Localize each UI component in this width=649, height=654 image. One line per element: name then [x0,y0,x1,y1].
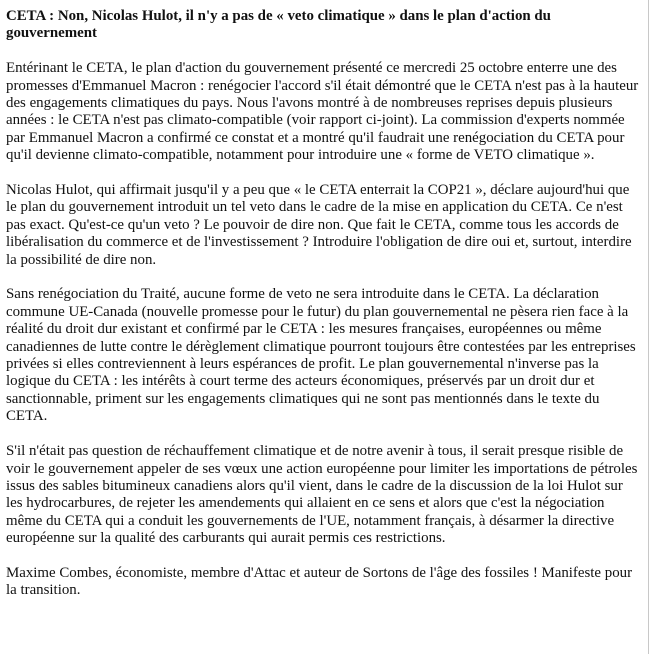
document-title: CETA : Non, Nicolas Hulot, il n'y a pas de « veto climatique » dans le plan d'action du gouvernement [6,8,551,42]
paragraph-renegotiation: Sans renégociation du Traité, aucune forme de veto ne sera introduite dans le CETA. La déclaration commune UE-Canada (nouvelle promesse pour le futur) du plan gouvernemental ne pèsera rien face à la réalité du droit dur existant et confirmé par le CETA : les mesures françaises, européennes ou même canadiennes de lutte contre le dérèglement climatique pourront toujours être contestées par les entreprises privées si elles contreviennent à leurs espérances de profit. Le plan gouvernemental n'inverse pas la logique du CETA : les intérêts à court terme des acteurs économiques, préservés par un droit dur et sanctionnable, priment sur les engagements climatiques qui ne sont pas mentionnés dans le texte du CETA. [6,286,636,425]
paragraph-signature: Maxime Combes, économiste, membre d'Attac et auteur de Sortons de l'âge des fossiles ! Manifeste pour la transition. [6,564,633,599]
paragraph-intro: Entérinant le CETA, le plan d'action du gouvernement présenté ce mercredi 25 octobre enterre une des promesses d'Emmanuel Macron : renégocier l'accord s'il était démontré que le CETA n'est pas à la hauteur des engagements climatiques du pays. Nous l'avons montré à de nombreuses reprises depuis plusieurs années : le CETA n'est pas climato-compatible (voir rapport ci-joint). La commission d'experts nommée par Emmanuel Macron a confirmé ce constat et a montré qu'il faudrait une renégociation du CETA pour qu'il devienne climato-compatible, notamment pour introduire une « forme de VETO climatique ». [6,60,639,164]
paragraph-hulot-veto: Nicolas Hulot, qui affirmait jusqu'il y a peu que « le CETA enterrait la COP21 », déclare aujourd'hui que le plan du gouvernement introduit un tel veto dans le cadre de la mise en application du CETA. Ce n'est pas exact. Qu'est-ce qu'un veto ? Le pouvoir de dire non. Que fait le CETA, comme tous les accords de libéralisation du commerce et de l'investissement ? Introduire l'obligation de dire oui et, surtout, interdire la possibilité de dire non. [6,182,632,268]
paragraph-climate-warming: S'il n'était pas question de réchauffement climatique et de notre avenir à tous, il serait presque risible de voir le gouvernement appeler de ses vœux une action européenne pour limiter les importations de pétroles issus des sables bitumineux canadiens alors qu'il vient, dans le cadre de la discussion de la loi Hulot sur les hydrocarbures, de rejeter les amendements qui allaient en ce sens et alors que c'est la négociation même du CETA qui a conduit les gouvernements de l'UE, notamment français, à désarmer la directive européenne sur la qualité des carburants qui aurait permis ces restrictions. [6,443,638,547]
